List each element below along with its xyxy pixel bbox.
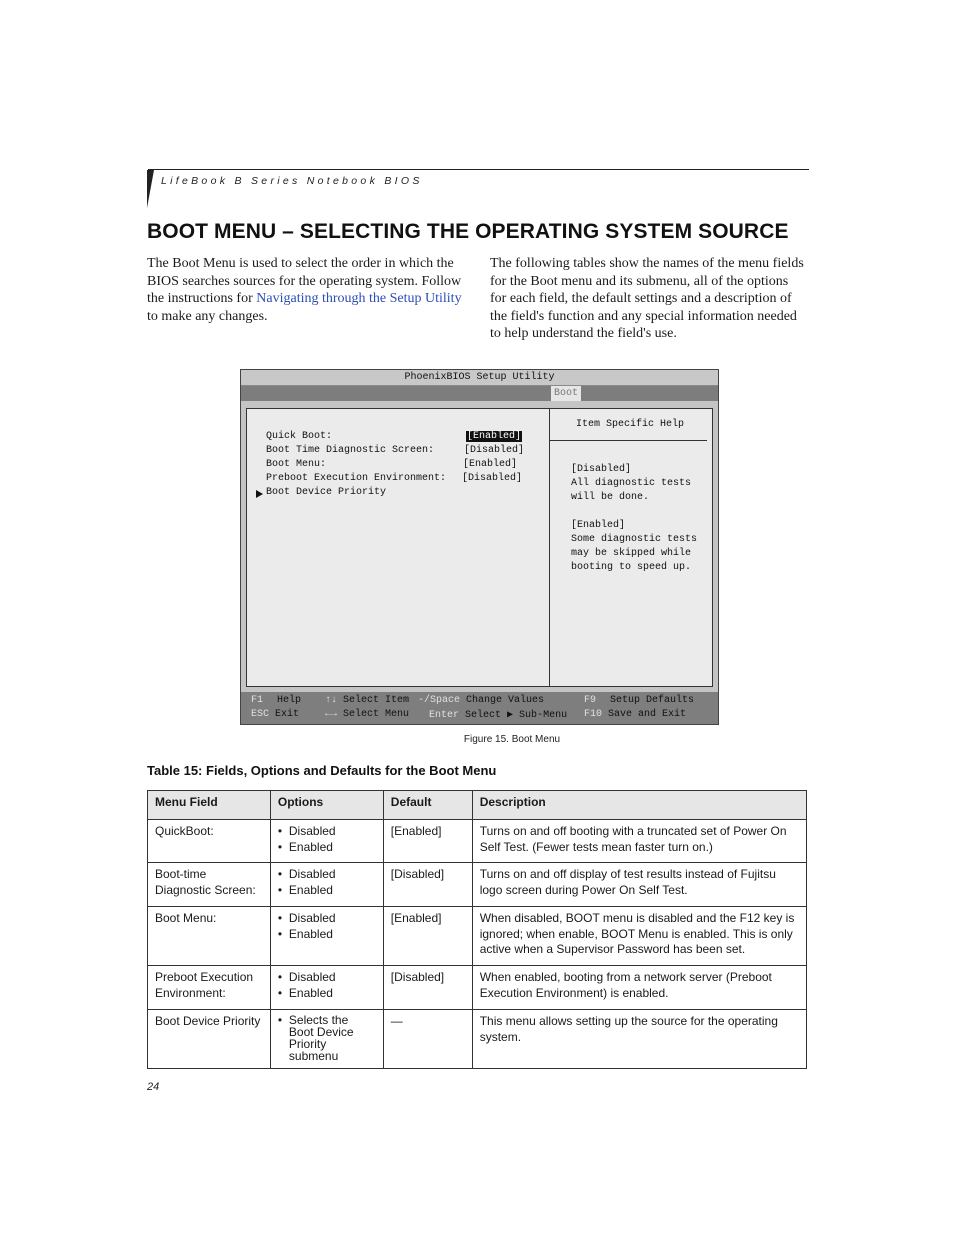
cell-options [270,907,383,966]
key-description: Exit [275,709,300,720]
key-label: F1 [251,695,264,706]
cell-default: [Enabled] [383,907,472,966]
bios-tab-boot[interactable]: Boot [551,386,581,401]
bios-help-line: [Enabled] [571,520,626,531]
column-header-menu-field: Menu Field [148,791,271,820]
page-title [147,220,789,244]
key-label: -/Space [418,695,461,706]
key-description: Save and Exit [608,709,687,720]
option-item: • Disabled [278,970,376,986]
bios-field-label: Quick Boot: [266,431,333,442]
bios-field-value[interactable]: [Disabled] [462,473,523,484]
header-rule [148,169,809,170]
table-row [148,907,807,966]
key-label: Enter [429,710,460,721]
bios-help-line: will be done. [571,492,650,503]
cell-description: This menu allows setting up the source for the operating system. [472,1010,806,1069]
footer-select-menu[interactable] [325,709,409,720]
option-item: • Disabled [278,867,376,883]
option-item: • Enabled [278,927,376,943]
bios-field-label: Boot Time Diagnostic Screen: [266,445,435,456]
key-description: Select Menu [343,709,410,720]
column-header-default: Default [383,791,472,820]
footer-change-values[interactable] [418,695,544,706]
footer-f1-help[interactable] [251,695,301,706]
cell-menu-field: Boot Menu: [148,907,271,966]
bios-help-line: booting to speed up. [571,562,692,573]
cell-description: When disabled, BOOT menu is disabled and the F12 key is ignored; when enable, BOOT Menu is enabled. This is only active when a Supervisor Password has been set. [472,907,806,966]
column-header-description: Description [472,791,806,820]
key-description: Setup Defaults [610,695,695,706]
intro-left-paragraph [147,255,467,325]
option-item: • Disabled [278,824,376,840]
boot-menu-fields-table [147,790,807,1069]
submenu-arrow-icon [256,490,263,498]
bios-field-value[interactable]: [Disabled] [464,445,525,456]
cell-description: Turns on and off booting with a truncated set of Power On Self Test. (Fewer tests mean faster turn on.) [472,820,806,863]
bios-title-bar: PhoenixBIOS Setup Utility [241,370,718,386]
table-row [148,1010,807,1069]
bios-screenshot [240,369,719,725]
footer-esc-exit[interactable] [251,709,299,720]
option-item: • Enabled [278,883,376,899]
intro-right-paragraph: The following tables show the names of the menu fields for the Boot menu and its submenu, all of the options for each field, the default settings and a description of the field's function and any special information needed to help understand the field's use. [490,256,804,341]
table-caption: Table 15: Fields, Options and Defaults for the Boot Menu [147,763,497,778]
bios-help-line: Some diagnostic tests [571,534,698,545]
option-item: • Enabled [278,840,376,856]
table-header-row [148,791,807,820]
key-label: ESC [251,709,270,720]
bios-field-label: Preboot Execution Environment: [266,473,447,484]
footer-setup-defaults[interactable] [584,695,694,706]
cell-options [270,1010,383,1069]
figure-caption [0,734,954,745]
intro-left-text: The Boot Menu is used to select the order in which the BIOS searches sources for the operating system. Follow the instructions for [147,256,462,306]
cell-default: [Disabled] [383,966,472,1010]
footer-select-item[interactable] [325,695,409,706]
key-description: Select ▶ Sub-Menu [465,710,568,721]
option-item: • Disabled [278,911,376,927]
cell-default: [Disabled] [383,863,472,907]
cell-description: When enabled, booting from a network server (Preboot Execution Environment) is enabled. [472,966,806,1010]
setup-utility-link[interactable]: Navigating through the Setup Utility [256,291,462,306]
cell-options [270,966,383,1010]
bios-panel-divider [549,408,550,686]
running-header: LifeBook B Series Notebook BIOS [161,175,423,187]
bios-help-line: may be skipped while [571,548,692,559]
table-row [148,863,807,907]
option-item: • Selects the Boot Device Priority submenu [278,1014,376,1062]
cell-description: Turns on and off display of test results instead of Fujitsu logo screen during Power On Self Test. [472,863,806,907]
footer-select-submenu[interactable] [429,709,567,721]
key-label: F9 [584,695,597,706]
bios-field-boot-menu[interactable] [266,459,518,470]
cell-menu-field: Boot Device Priority [148,1010,271,1069]
key-description: Select Item [343,695,410,706]
cell-options [270,820,383,863]
bios-menu-bar [241,386,718,401]
bios-field-label: Boot Device Priority [266,487,387,498]
bios-field-boot-time-diagnostic[interactable] [266,445,525,456]
bios-field-value[interactable]: [Enabled] [463,459,518,470]
cell-options [270,863,383,907]
bios-field-boot-device-priority[interactable] [266,487,386,498]
figure-caption-text: Figure 15. Boot Menu [463,734,561,745]
cell-menu-field: QuickBoot: [148,820,271,863]
bios-field-value[interactable]: [Enabled] [467,431,522,442]
bios-help-separator [550,440,707,441]
bios-help-line: All diagnostic tests [571,478,692,489]
column-header-options: Options [270,791,383,820]
table-row [148,966,807,1010]
updown-arrow-icon: ↑↓ [325,695,338,706]
table-row [148,820,807,863]
cell-menu-field: Preboot Execution Environment: [148,966,271,1010]
key-description: Help [277,695,302,706]
key-label: F10 [584,709,603,720]
cell-default: — [383,1010,472,1069]
option-item: • Enabled [278,986,376,1002]
footer-save-exit[interactable] [584,709,686,720]
cell-default: [Enabled] [383,820,472,863]
key-description: Change Values [466,695,545,706]
bios-field-label: Boot Menu: [266,459,327,470]
header-corner-mark [147,170,154,208]
intro-left-text-end: to make any changes. [147,308,268,324]
bios-footer [241,692,718,724]
cell-menu-field: Boot-time Diagnostic Screen: [148,863,271,907]
page-title-text: BOOT MENU – SELECTING THE OPERATING SYSTEM SOURCE [147,220,789,243]
bios-field-preboot-execution[interactable] [266,473,523,484]
bios-help-title: Item Specific Help [575,419,685,430]
leftright-arrow-icon: ←→ [325,709,338,720]
page-number: 24 [147,1081,160,1093]
bios-help-line: [Disabled] [571,464,632,475]
bios-field-quick-boot[interactable] [266,431,522,442]
